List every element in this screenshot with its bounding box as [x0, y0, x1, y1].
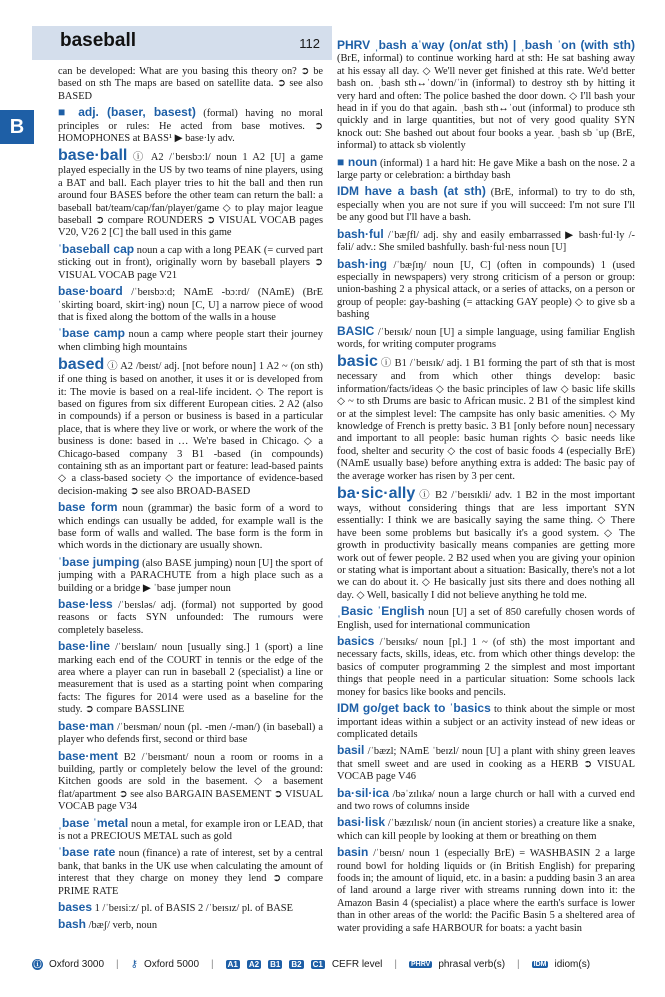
entry-headword: PHRV ˌbash aˈway (on/at sth) | ˌbash ˈon (with sth) — [337, 38, 635, 52]
entry-definition: noun [U] a set of 850 carefully chosen words of English, used for international communication — [337, 607, 635, 631]
level-b2: B2 — [291, 959, 302, 969]
oxford-5000-icon: ⚷ — [130, 958, 138, 970]
entry-definition: (informal) 1 a hard hit: He gave Mike a bash on the nose. 2 a large party or celebration: a birthday bash — [337, 157, 635, 182]
dictionary-entry — [337, 38, 635, 153]
entry-headword: ba·sic·ally — [337, 485, 416, 502]
dictionary-entry — [337, 353, 635, 483]
entry-headword: base form — [58, 500, 118, 515]
dictionary-entry — [337, 634, 635, 699]
dictionary-entry — [337, 701, 635, 741]
dictionary-entry — [337, 815, 635, 843]
entry-definition: noun a metal, for example iron or LEAD, that is not a PRECIOUS METAL such as gold — [58, 818, 323, 842]
dictionary-entry — [58, 917, 323, 932]
entry-headword: BASIC — [337, 323, 375, 338]
entry-headword: IDM go/get back to ˈbasics — [337, 701, 491, 716]
entry-definition: ⓘ A2 /ˈbeɪsbɔːl/ noun 1 A2 [U] a game played especially in the US by two teams of nine players, using a BAT and ball. Each player tries to hit the ball and then run around four BASES before the other team can return the ball: a baseball bat/team/cap/fan/player/game ◇ to play major league baseball ➲ compare ROUNDERS ➲ VISUAL VOCAB pages V20, V26 2 [C] the ball used in this game — [58, 152, 323, 239]
entry-headword: basi·lisk — [337, 815, 386, 830]
entry-definition: /ˈbæʃfl/ adj. shy and easily embarrassed ▶ bash·ful·ly /-fəli/ adv.: She smiled bashfully. bash·ful·ness noun [U] — [337, 229, 635, 254]
left-column — [58, 66, 323, 936]
entry-definition: /ˈbeɪslaɪn/ noun [usually sing.] 1 (sport) a line marking each end of the COURT in tennis or the edge of the area where a player can run in baseball 2 (specialist) a line or measurement that is used as a starting point when comparing facts: The figures for 2014 were used as a baseline for the study. ➲ compare BASSLINE — [58, 642, 323, 716]
entry-definition: /ˈbeɪsbɔːd; NAmE -bɔːrd/ (NAmE) (BrE ˈskirting board, skirt·ing) noun [C, U] a narrow piece of wood that is fixed along the bottom of the walls in a house — [58, 287, 323, 323]
entry-definition: ⓘ A2 /beɪst/ adj. [not before noun] 1 A2 ~ (on sth) if one thing is based on another, it uses it or is developed from it: The movie is based on a real-life incident. ◇ The report is based on figures from six different European cities. 2 A2 (also in compounds) if a person or business is based in a particular place, that is where they live or work, or where the work of the business is done: based in … We're based in Chicago. ◇ a Chicago-based company 3 B1 -based (in compounds) containing sth as an important part or feature: lead-based paints ◇ a class-based society ◇ the importance of evidence-based decision-making ➲ see also BROAD-BASED — [58, 361, 323, 497]
entry-definition: /bəˈzɪlɪkə/ noun a large church or hall with a curved end and two rows of columns inside — [337, 788, 635, 812]
phrv-tag: PHRV — [411, 960, 431, 968]
entry-headword: IDM have a bash (at sth) — [337, 184, 486, 199]
dictionary-entry — [58, 935, 323, 936]
dictionary-entry — [58, 845, 323, 898]
entry-headword: base·man — [58, 718, 115, 733]
entry-definition: (BrE, informal) to try to do sth, especially when you are not sure if you will succeed: I'm not sure I'll be any good but I'll have a bash. — [337, 187, 635, 224]
entry-headword: ˈbase camp — [58, 326, 125, 341]
dictionary-entry — [58, 555, 323, 595]
dictionary-entry — [58, 105, 323, 145]
letter-thumb-tab: B — [0, 110, 34, 144]
entry-definition: noun a cap with a long PEAK (= curved part sticking out in front), originally worn by baseball players ➲ VISUAL VOCAB page V21 — [58, 244, 323, 281]
level-a1: A1 — [227, 959, 238, 969]
entry-headword: ba·sil·ica — [337, 785, 390, 800]
entry-definition: /ˈbeɪsmən/ noun (pl. -men /-mən/) (in baseball) a player who defends first, second or third base — [58, 721, 323, 746]
footer-legend — [32, 955, 642, 973]
dictionary-entry — [58, 284, 323, 324]
divider: | — [211, 958, 214, 970]
entry-headword: basics — [337, 634, 375, 649]
entry-definition: can be developed: What are you basing this theory on? ➲ be based on sth The maps are based on satellite data. ➲ see also BASED — [58, 66, 323, 102]
entry-headword: ˈbaseball cap — [58, 241, 135, 256]
dictionary-entry — [58, 719, 323, 747]
entry-definition: /ˈbeɪsn/ noun 1 (especially BrE) = WASHBASIN 2 a large round bowl for holding liquids or (in British English) for preparing foods in; the amount of liquid, etc. in a basin: a pudding basin 3 an area of land around a large river with streams running down into it: the Amazon Basin 4 (specialist) a place where the earth's surface is lower than in other areas of the world: the Pacific Basin 5 a sheltered area of water providing a safe HARBOUR for boats: a yacht basin — [337, 848, 635, 934]
entry-headword: bases — [58, 899, 93, 914]
entry-definition: /ˈbæzɪlɪsk/ noun (in ancient stories) a creature like a snake, which can kill people by looking at them or breathing on them — [337, 818, 635, 842]
entry-headword: base·ball — [58, 147, 128, 165]
entry-definition: /ˈbæzl; NAmE ˈbeɪzl/ noun [U] a plant with shiny green leaves that smell sweet and are used in cooking as a HERB ➲ VISUAL VOCAB page V46 — [337, 746, 635, 783]
dictionary-entry — [337, 324, 635, 352]
divider: | — [517, 958, 520, 970]
entry-headword: ˈbase jumping — [58, 554, 140, 569]
page-number: 112 — [299, 36, 320, 51]
entry-headword: base·less — [58, 597, 113, 612]
dictionary-entry — [58, 749, 323, 814]
dictionary-entry — [58, 597, 323, 637]
running-header — [32, 26, 332, 60]
entry-headword: ■ noun — [337, 154, 378, 169]
dictionary-entry — [337, 604, 635, 632]
dictionary-entry — [58, 326, 323, 354]
dictionary-entry — [337, 845, 635, 935]
dictionary-entry — [58, 147, 323, 239]
entry-headword: ˈbase rate — [58, 845, 116, 860]
divider: | — [394, 958, 397, 970]
entry-definition: /ˈbeɪsləs/ adj. (formal) not supported by good reasons or facts SYN unfounded: The rumours were completely baseless. — [58, 600, 323, 636]
dictionary-entry — [58, 356, 323, 498]
dictionary-entry — [337, 743, 635, 783]
entry-definition: /ˈbæʃɪŋ/ noun [U, C] (often in compounds) 1 (used especially in newspapers) very strong criticism of a person or group: union-bashing 2 a physical attack, or a series of attacks, on a person or group of people: gay-bashing (= attacking GAY people) ◇ to give sb a bashing — [337, 259, 635, 321]
level-a2: A2 — [248, 959, 260, 969]
dictionary-entry — [337, 155, 635, 183]
entry-definition: to think about the simple or most important ideas within a subject or an activity instead of new ideas or complicated details — [337, 704, 635, 740]
entry-headword: base·board — [58, 284, 123, 299]
divider: | — [116, 958, 119, 970]
legend-oxford3000: Oxford 3000 — [49, 958, 105, 970]
legend-oxford5000: Oxford 5000 — [143, 958, 200, 970]
entry-definition: 1 /ˈbeɪsiːz/ pl. of BASIS 2 /ˈbeɪsɪz/ pl. of BASE — [94, 902, 293, 914]
entry-headword: basic — [337, 353, 378, 371]
entry-definition: (formal) having no moral principles or rules: He acted from base motives. ➲ HOMOPHONES at BASS¹ ▶ base·ly adv. — [58, 108, 323, 145]
entry-definition: B2 /ˈbeɪsmənt/ noun a room or rooms in a building, partly or completely below the level of the ground: Kitchen goods are sold in the basement. ◇ a basement flat/apartment ➲ see also BARGAIN BASEMENT ➲ VISUAL VOCAB page V34 — [58, 751, 323, 813]
dictionary-entry — [58, 900, 323, 915]
entry-headword: bash·ful — [337, 226, 384, 241]
entry-headword: bash·ing — [337, 256, 387, 271]
right-column — [337, 38, 635, 936]
legend-cefr: CEFR level — [331, 958, 383, 970]
legend-idm: idiom(s) — [554, 958, 591, 970]
entry-headword: ■ adj. (baser, basest) — [58, 105, 196, 120]
dictionary-entry — [337, 257, 635, 322]
entry-definition: /ˈbeɪsɪk/ noun [U] a simple language, using familiar English words, for writing computer programs — [337, 326, 635, 350]
level-c1: C1 — [312, 959, 323, 969]
entry-definition: /ˈbeɪsɪks/ noun [pl.] 1 ~ (of sth) the most important and necessary facts, skills, ideas, etc. from which other things develop: the basics of computer programming 2 the simplest and most important things that people need in a particular situation: Some schools lack money for basics like books and pencils. — [337, 637, 635, 698]
oxford-3000-icon: ⓘ — [33, 959, 42, 969]
entry-definition: noun a camp where people start their journey when climbing high mountains — [58, 329, 323, 353]
entry-definition: noun (finance) a rate of interest, set by a central bank, that banks in the UK use when calculating the amount of interest that they charge on money they lend ➲ compare PRIME RATE — [58, 848, 323, 897]
dictionary-entry — [58, 816, 323, 844]
entry-headword: base·line — [58, 639, 111, 654]
dictionary-entry — [58, 242, 323, 282]
entry-headword: ˌbase ˈmetal — [58, 815, 129, 830]
entry-headword: based — [58, 356, 105, 374]
dictionary-entry — [337, 184, 635, 224]
dictionary-entry — [337, 786, 635, 814]
entry-definition: (BrE, informal) to continue working hard at sth: He sat bashing away at his essay all day. ◇ We'll never get finished at this rate. We'd better bash on. ˌbash sth↔ˈdown/ˈin (informal) to destroy sth by hitting it very hard and often: The police bashed the door down. ◇ I'll bash your head in if you do that again. ˌbash sth↔ˈout (informal) to produce sth quickly and in large quantities, but not of very good quality SYN knock out: She bashed out about four books a year. ˌbash sb ˈup (BrE, informal) to attack sb violently — [337, 53, 635, 152]
dictionary-entry — [58, 500, 323, 553]
entry-definition: ⓘ B2 /ˈbeɪsɪkli/ adv. 1 B2 in the most important ways, without considering things that are less important SYN essentially: I think we are basically saying the same thing. ◇ There have been some problems but basically it's a good system. ◇ The growth in productivity basically means companies are getting more work out of fewer people. 2 B2 used when you are giving your opinion or stating what is important about a situation: Basically, there's not a lot we can do about it. ◇ He basically just sits there and does nothing all day. ◇ Well, basically I did not believe anything he told me. — [337, 490, 635, 601]
entry-headword — [58, 935, 96, 936]
dictionary-entry — [58, 639, 323, 716]
entry-headword: bash — [58, 917, 87, 932]
entry-definition: ⓘ B1 /ˈbeɪsɪk/ adj. 1 B1 forming the part of sth that is most necessary and from which other things develop: basic information/facts/ideas ◇ the basic principles of law ◇ basic life skills ◇ ~ to sth Drums are basic to African music. 2 B1 of the simplest kind or at the simplest level: The campsite has only basic amenities. ◇ My knowledge of French is pretty basic. 3 B1 [only before noun] necessary and important to all people: basic human rights ◇ basic needs like food, shelter and security ◇ the cost of basic foods 4 (especially BrE) (NAmE usually base) before anything extra is added: The basic pay of the average worker has risen by 3 per cent. — [337, 358, 635, 482]
level-b1: B1 — [270, 959, 281, 969]
legend-phrv: phrasal verb(s) — [438, 958, 506, 970]
entry-headword: base·ment — [58, 748, 119, 763]
dictionary-entry — [337, 227, 635, 255]
entry-definition: noun (grammar) the basic form of a word to which endings can usually be added, for example wall is the base form of walls and walled. The base form is the form in which words in the dictionary are usually shown. — [58, 503, 323, 552]
dictionary-entry — [337, 485, 635, 602]
header-headword: baseball — [60, 30, 137, 51]
entry-headword: ˌBasic ˈEnglish — [337, 604, 425, 619]
idm-tag: IDM — [533, 960, 547, 968]
entry-definition: (also BASE jumping) noun [U] the sport of jumping with a PARACHUTE from a high place such as a building or a bridge ▶ ˈbase jumper noun — [58, 557, 323, 594]
entry-headword: basin — [337, 845, 369, 860]
dictionary-entry — [58, 66, 323, 103]
entry-definition: /bæʃ/ verb, noun — [88, 920, 158, 932]
entry-headword: basil — [337, 743, 365, 758]
